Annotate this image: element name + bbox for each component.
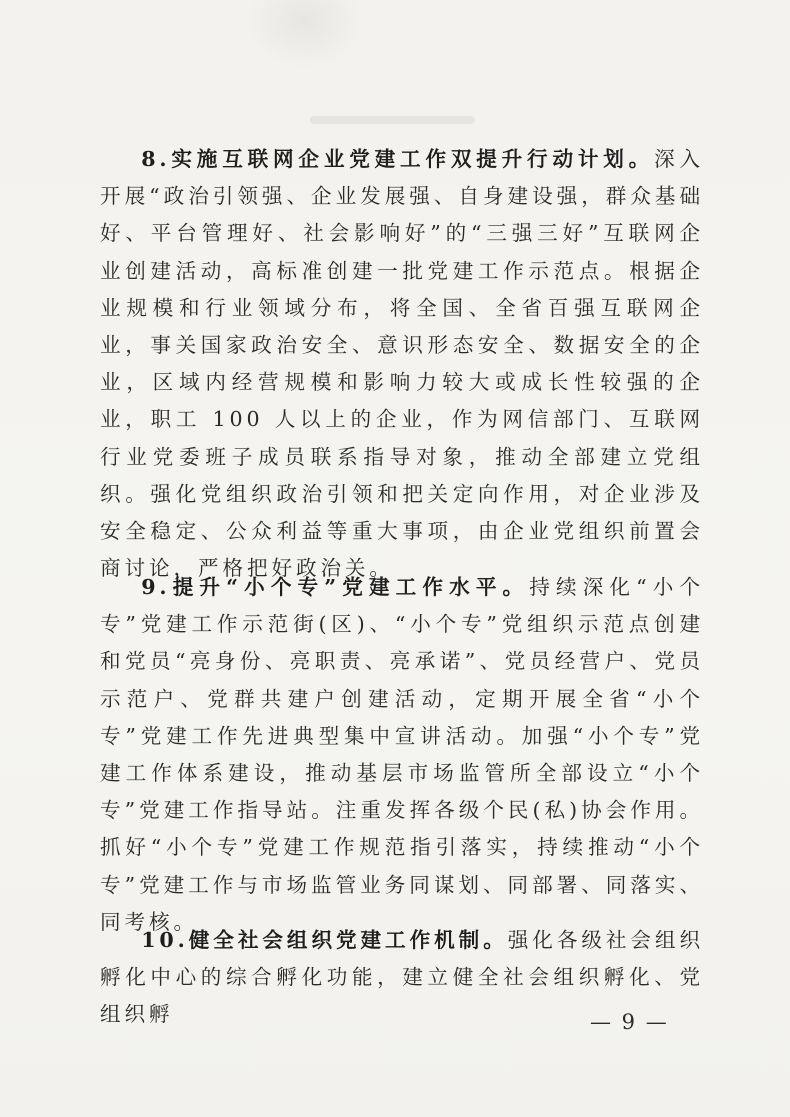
section-heading: 10.健全社会组织党建工作机制。	[141, 928, 508, 952]
section-body: 强化各级社会组织孵化中心的综合孵化功能，建立健全社会组织孵化、党组织孵	[100, 928, 705, 1027]
section-body: 深入开展“政治引领强、企业发展强、自身建设强，群众基础好、平台管理好、社会影响好”的“三强三好”互联网企业创建活动，高标准创建一批党建工作示范点。根据企业规模和行业领域分布，将全国、全省百强互联网企业，事关国家政治安全、意识形态安全、数据安全的企业，区域内经营规模和影响力较大或成长性较强的企业，职工 100 人以上的企业，作为网信部门、互联网行业党委班子成员联系指导对象，推动全部建立党组织。强化党组织政治引领和把关定向作用，对企业涉及安全稳定、公众利益等重大事项，由企业党组织前置会商讨论，严格把好政治关。	[100, 147, 704, 581]
paragraph-section-9	[100, 569, 704, 941]
section-heading: 9.提升“小个专”党建工作水平。	[141, 575, 530, 599]
paragraph-section-8	[100, 141, 704, 587]
section-heading: 8.实施互联网企业党建工作双提升行动计划。	[141, 147, 655, 171]
section-body: 持续深化“小个专”党建工作示范街(区)、“小个专”党组织示范点创建和党员“亮身份、亮职责、亮承诺”、党员经营户、党员示范户、党群共建户创建活动，定期开展全省“小个专”党建工作先进典型集中宣讲活动。加强“小个专”党建工作体系建设，推动基层市场监管所全部设立“小个专”党建工作指导站。注重发挥各级个民(私)协会作用。抓好“小个专”党建工作规范指引落实，持续推动“小个专”党建工作与市场监管业务同谋划、同部署、同落实、同考核。	[100, 575, 704, 934]
show-through-mark	[245, 0, 365, 70]
page-number: — 9 —	[590, 1010, 669, 1034]
show-through-mark	[310, 116, 475, 124]
